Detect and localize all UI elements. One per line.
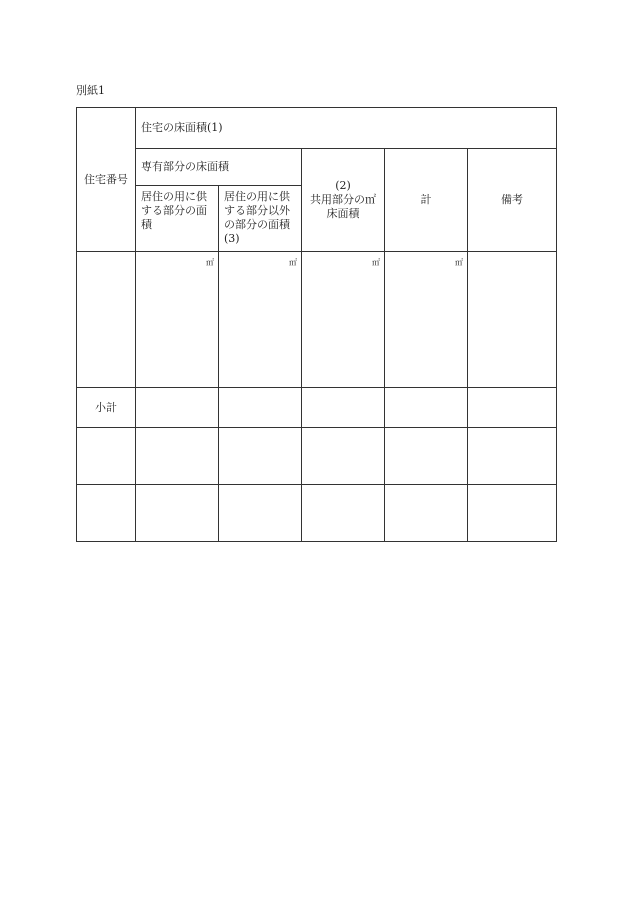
- table-row: [77, 428, 557, 485]
- subtotal-total-cell[interactable]: [385, 388, 468, 428]
- header-remarks: 備考: [468, 149, 557, 252]
- empty-cell[interactable]: [219, 428, 302, 485]
- empty-cell[interactable]: [136, 485, 219, 542]
- empty-cell[interactable]: [302, 485, 385, 542]
- cell-residential-area-entry[interactable]: [136, 252, 219, 388]
- subtotal-remarks-cell[interactable]: [468, 388, 557, 428]
- empty-cell[interactable]: [136, 428, 219, 485]
- empty-cell[interactable]: [385, 485, 468, 542]
- header-total: 計: [385, 149, 468, 252]
- header-private-area: 専有部分の床面積: [136, 149, 302, 186]
- empty-cell[interactable]: [77, 485, 136, 542]
- table-row: [77, 485, 557, 542]
- header-common-area: (2) 共用部分の㎡ 床面積: [302, 149, 385, 252]
- header-house-number: 住宅番号: [77, 108, 136, 252]
- empty-cell[interactable]: [77, 428, 136, 485]
- document-label: 別紙1: [76, 84, 105, 97]
- subtotal-non-residential-cell[interactable]: [219, 388, 302, 428]
- empty-cell[interactable]: [302, 428, 385, 485]
- header-residential-use: 居住の用に供 する部分の面 積: [136, 186, 219, 252]
- unit-label: ㎡: [455, 258, 463, 267]
- header-non-residential-use: 居住の用に供 する部分以外 の部分の面積 (3): [219, 186, 302, 252]
- subtotal-residential-cell[interactable]: [136, 388, 219, 428]
- floor-area-table: [76, 107, 557, 542]
- empty-cell[interactable]: [219, 485, 302, 542]
- cell-total-entry[interactable]: [385, 252, 468, 388]
- header-floor-area: 住宅の床面積(1): [136, 108, 557, 149]
- empty-cell[interactable]: [468, 428, 557, 485]
- subtotal-common-cell[interactable]: [302, 388, 385, 428]
- empty-cell[interactable]: [468, 485, 557, 542]
- unit-label: ㎡: [372, 258, 380, 267]
- cell-house-number-entry[interactable]: [77, 252, 136, 388]
- cell-remarks-entry[interactable]: [468, 252, 557, 388]
- unit-label: ㎡: [289, 258, 297, 267]
- empty-cell[interactable]: [385, 428, 468, 485]
- table-row: [77, 252, 557, 388]
- cell-common-area-entry[interactable]: [302, 252, 385, 388]
- cell-non-residential-area-entry[interactable]: [219, 252, 302, 388]
- unit-label: ㎡: [206, 258, 214, 267]
- subtotal-row: [77, 388, 557, 428]
- subtotal-label: 小計: [77, 388, 136, 428]
